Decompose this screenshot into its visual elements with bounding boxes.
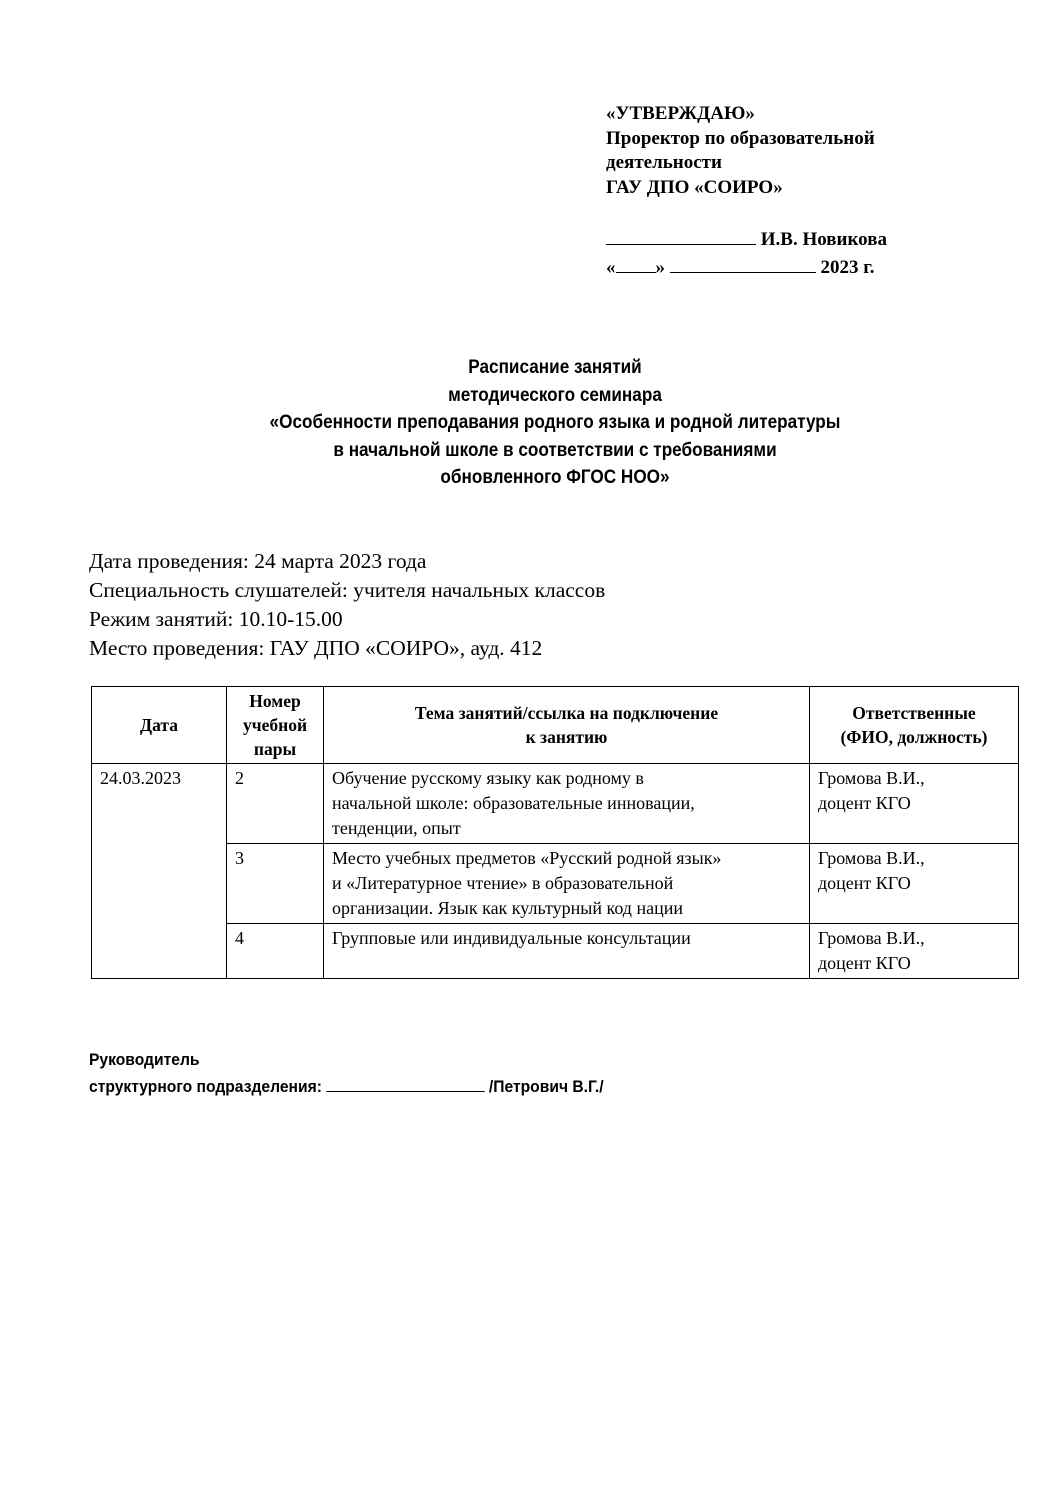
header-topic	[324, 687, 810, 764]
info-mode: Режим занятий: 10.10-15.00	[89, 607, 343, 631]
header-topic-line: Тема занятий/ссылка на подключение	[414, 703, 719, 723]
document-title	[172, 354, 938, 492]
header-pair	[227, 687, 324, 764]
cell-topic	[324, 844, 810, 924]
day-blank-line	[616, 254, 656, 273]
title-line-1: Расписание занятий	[468, 356, 642, 378]
header-responsible	[810, 687, 1019, 764]
header-pair-line: пары	[253, 739, 297, 759]
cell-responsible	[810, 924, 1019, 979]
table-row	[92, 924, 1019, 979]
date-close-quote: »	[655, 257, 665, 278]
approval-signature-row	[606, 226, 887, 251]
header-topic-line: к занятию	[525, 727, 608, 747]
footer-role-line1: Руководитель	[89, 1050, 200, 1069]
footer-role-line2: структурного подразделения:	[89, 1077, 322, 1096]
responsible-position: доцент КГО	[818, 953, 911, 973]
cell-pair: 4	[227, 924, 324, 979]
approval-year: 2023 г.	[820, 257, 875, 278]
signature-blank-line	[606, 226, 756, 245]
responsible-position: доцент КГО	[818, 873, 911, 893]
topic-line: и «Литературное чтение» в образовательной	[332, 873, 674, 893]
responsible-position: доцент КГО	[818, 793, 911, 813]
title-line-2: методического семинара	[448, 383, 662, 406]
footer-signature	[89, 1046, 604, 1100]
table-row	[92, 844, 1019, 924]
approval-organization: ГАУ ДПО «СОИРО»	[606, 176, 783, 198]
footer-signature-blank-line	[326, 1075, 484, 1092]
cell-topic	[324, 924, 810, 979]
title-line-4: в начальной школе в соответствии с требованиями	[333, 438, 777, 461]
cell-date: 24.03.2023	[92, 764, 227, 979]
date-open-quote: «	[606, 257, 616, 278]
cell-pair: 3	[227, 844, 324, 924]
header-pair-line: Номер	[249, 691, 301, 711]
responsible-name: Громова В.И.,	[818, 928, 925, 948]
approval-position: Проректор по образовательной	[606, 127, 875, 149]
footer-name: /Петрович В.Г./	[488, 1077, 604, 1096]
topic-line: начальной школе: образовательные инновации,	[332, 793, 695, 813]
title-line-3: «Особенности преподавания родного языка и родной литературы	[269, 411, 841, 433]
info-date: Дата проведения: 24 марта 2023 года	[89, 549, 427, 573]
topic-line: Обучение русскому языку как родному в	[332, 768, 644, 788]
cell-responsible	[810, 764, 1019, 844]
footer-role-line2-row	[89, 1073, 604, 1100]
header-responsible-line: Ответственные	[852, 703, 976, 723]
info-specialty: Специальность слушателей: учителя начальных классов	[89, 578, 606, 602]
approval-position-cont: деятельности	[606, 152, 722, 173]
approval-signatory: И.В. Новикова	[760, 229, 887, 250]
cell-pair: 2	[227, 764, 324, 844]
table-row	[92, 764, 1019, 844]
topic-line: Место учебных предметов «Русский родной язык»	[332, 848, 722, 868]
topic-line: тенденции, опыт	[332, 818, 461, 838]
header-pair-line: учебной	[242, 715, 308, 735]
info-place: Место проведения: ГАУ ДПО «СОИРО», ауд. 412	[89, 636, 543, 660]
approval-stamp: «УТВЕРЖДАЮ»	[606, 103, 755, 124]
header-date: Дата	[92, 687, 227, 764]
approval-block	[606, 102, 936, 200]
topic-line: Групповые или индивидуальные консультации	[332, 928, 691, 948]
responsible-name: Громова В.И.,	[818, 848, 925, 868]
title-line-5: обновленного ФГОС НОО»	[440, 466, 670, 488]
header-responsible-line: (ФИО, должность)	[840, 727, 988, 747]
approval-date-row	[606, 254, 875, 279]
cell-topic	[324, 764, 810, 844]
schedule-table	[91, 686, 1019, 979]
seminar-info	[89, 547, 605, 663]
cell-responsible	[810, 844, 1019, 924]
month-blank-line	[670, 254, 816, 273]
table-header-row	[92, 687, 1019, 764]
responsible-name: Громова В.И.,	[818, 768, 925, 788]
topic-line: организации. Язык как культурный код нации	[332, 898, 683, 918]
